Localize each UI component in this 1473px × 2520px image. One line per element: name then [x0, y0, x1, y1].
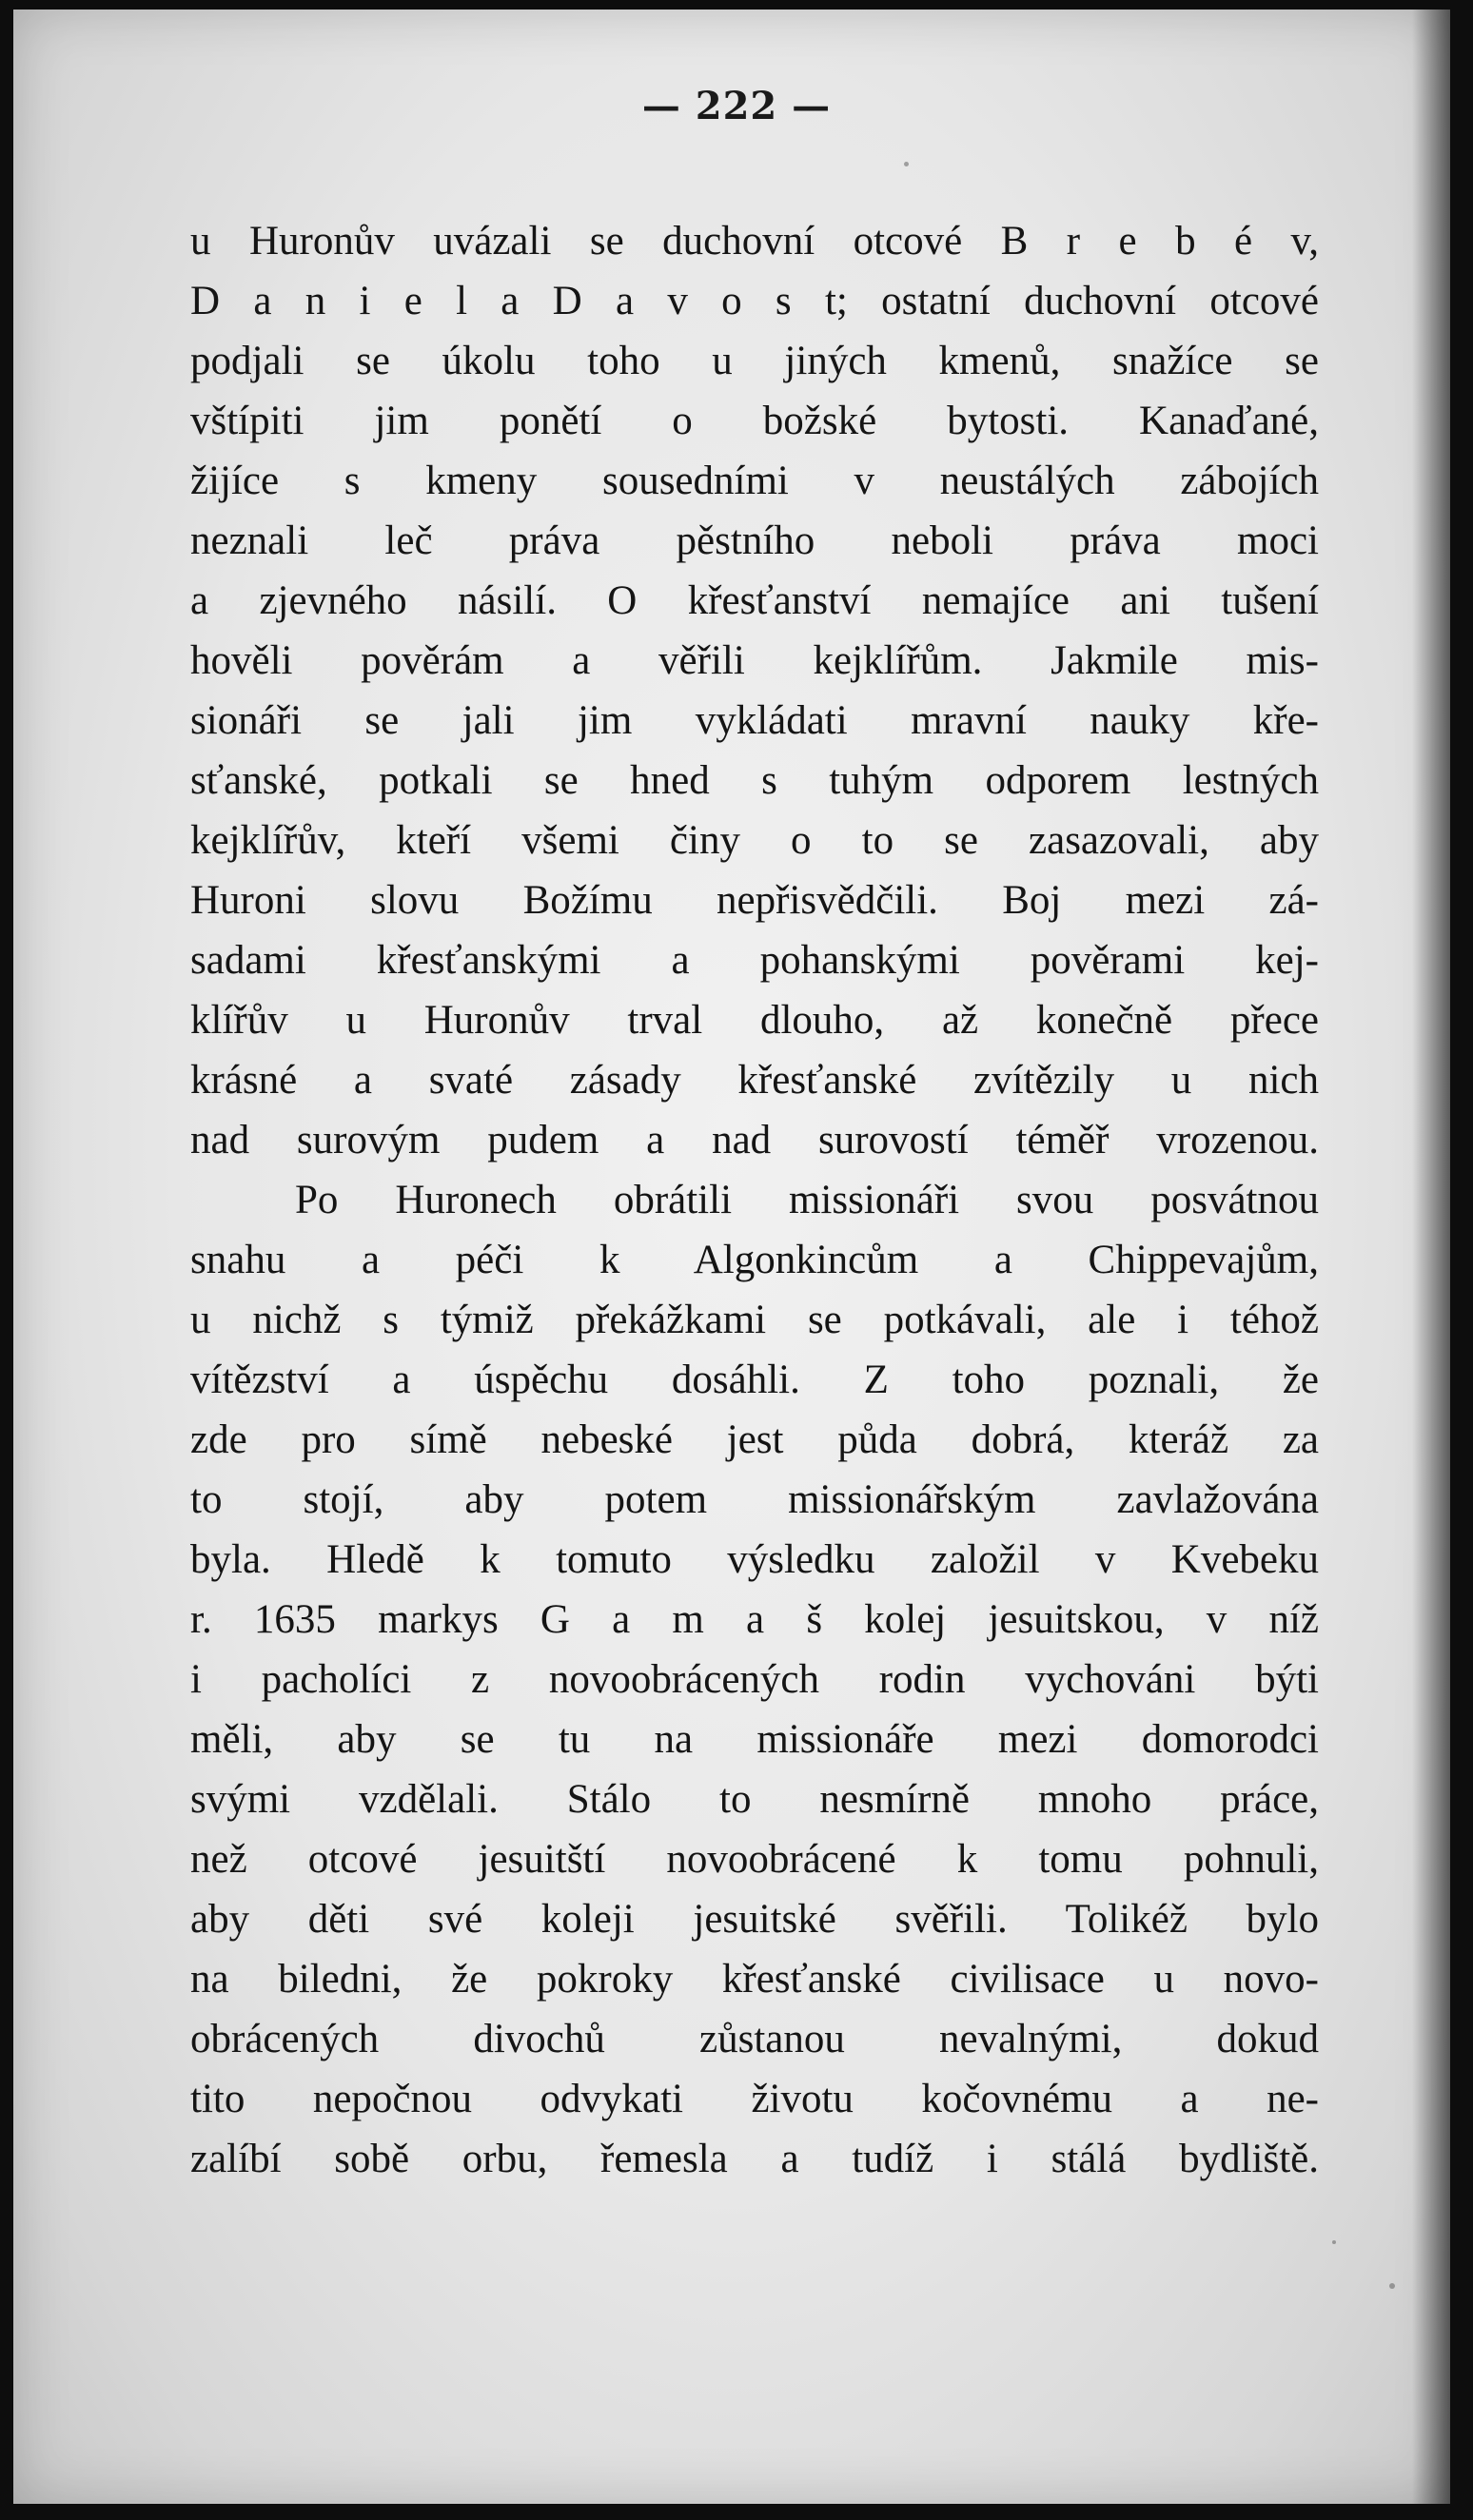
- text-line: než otcové jesuitští novoobrácené k tomu pohnuli,: [190, 1837, 1319, 1882]
- text-line: na biledni, že pokroky křesťanské civilisace u novo-: [190, 1957, 1319, 2002]
- text-line: neznali leč práva pěstního neboli práva moci: [190, 518, 1319, 563]
- text-line: a zjevného násilí. O křesťanství nemajíce ani tušení: [190, 578, 1319, 623]
- text-line: sionáři se jali jim vykládati mravní nauky kře-: [190, 698, 1319, 743]
- text-line: Huroni slovu Božímu nepřisvědčili. Boj mezi zá-: [190, 878, 1319, 923]
- text-line: r. 1635 markys G a m a š kolej jesuitskou, v níž: [190, 1597, 1319, 1642]
- page-number: — 222 —: [641, 84, 832, 128]
- text-line: vítězství a úspěchu dosáhli. Z toho poznali, že: [190, 1358, 1319, 1402]
- text-line: sťanské, potkali se hned s tuhým odporem lestných: [190, 758, 1319, 803]
- text-line: nad surovým pudem a nad surovostí téměř vrozenou.: [190, 1118, 1319, 1162]
- text-line: u nichž s týmiž překážkami se potkávali, ale i téhož: [190, 1298, 1319, 1342]
- text-line: to stojí, aby potem missionářským zavlažována: [190, 1477, 1319, 1522]
- text-line: tito nepočnou odvykati životu kočovnému a ne-: [190, 2077, 1319, 2121]
- page-edge-shadow: [1412, 10, 1450, 2504]
- text-line: zde pro símě nebeské jest půda dobrá, kteráž za: [190, 1417, 1319, 1462]
- text-line: krásné a svaté zásady křesťanské zvítězily u nich: [190, 1058, 1319, 1103]
- text-line: klířův u Huronův trval dlouho, až konečně přece: [190, 998, 1319, 1043]
- body-text: [190, 211, 1319, 2189]
- text-line: sadami křesťanskými a pohanskými pověrami kej-: [190, 938, 1319, 983]
- text-line: i pacholíci z novoobrácených rodin vychováni býti: [190, 1657, 1319, 1702]
- paragraph-first-line: Po Huronech obrátili missionáři svou posvátnou: [295, 1178, 1319, 1222]
- scan-speck: [1389, 2283, 1395, 2289]
- text-line: měli, aby se tu na missionáře mezi domorodci: [190, 1717, 1319, 1762]
- text-line-last: zalíbí sobě orbu, řemesla a tudíž i stálá bydliště.: [190, 2137, 1319, 2181]
- text-line: vštípiti jim ponětí o božské bytosti. Kanaďané,: [190, 399, 1319, 443]
- text-line: podjali se úkolu toho u jiných kmenů, snažíce se: [190, 339, 1319, 383]
- text-line: kejklířův, kteří všemi činy o to se zasazovali, aby: [190, 818, 1319, 863]
- text-line: u Huronův uvázali se duchovní otcové B r e b é v,: [190, 219, 1319, 264]
- text-line: obrácených divochů zůstanou nevalnými, dokud: [190, 2017, 1319, 2061]
- text-line: aby děti své koleji jesuitské svěřili. Tolikéž bylo: [190, 1897, 1319, 1942]
- text-line: D a n i e l a D a v o s t; ostatní duchovní otcové: [190, 279, 1319, 323]
- text-line: byla. Hledě k tomuto výsledku založil v Kvebeku: [190, 1537, 1319, 1582]
- text-line: žijíce s kmeny sousedními v neustálých zábojích: [190, 459, 1319, 503]
- scan-speck: [904, 162, 909, 166]
- text-line: hověli pověrám a věřili kejklířům. Jakmile mis-: [190, 638, 1319, 683]
- text-line: snahu a péči k Algonkincům a Chippevajům,: [190, 1238, 1319, 1282]
- text-line: svými vzdělali. Stálo to nesmírně mnoho práce,: [190, 1777, 1319, 1822]
- scan-speck: [1332, 2240, 1336, 2244]
